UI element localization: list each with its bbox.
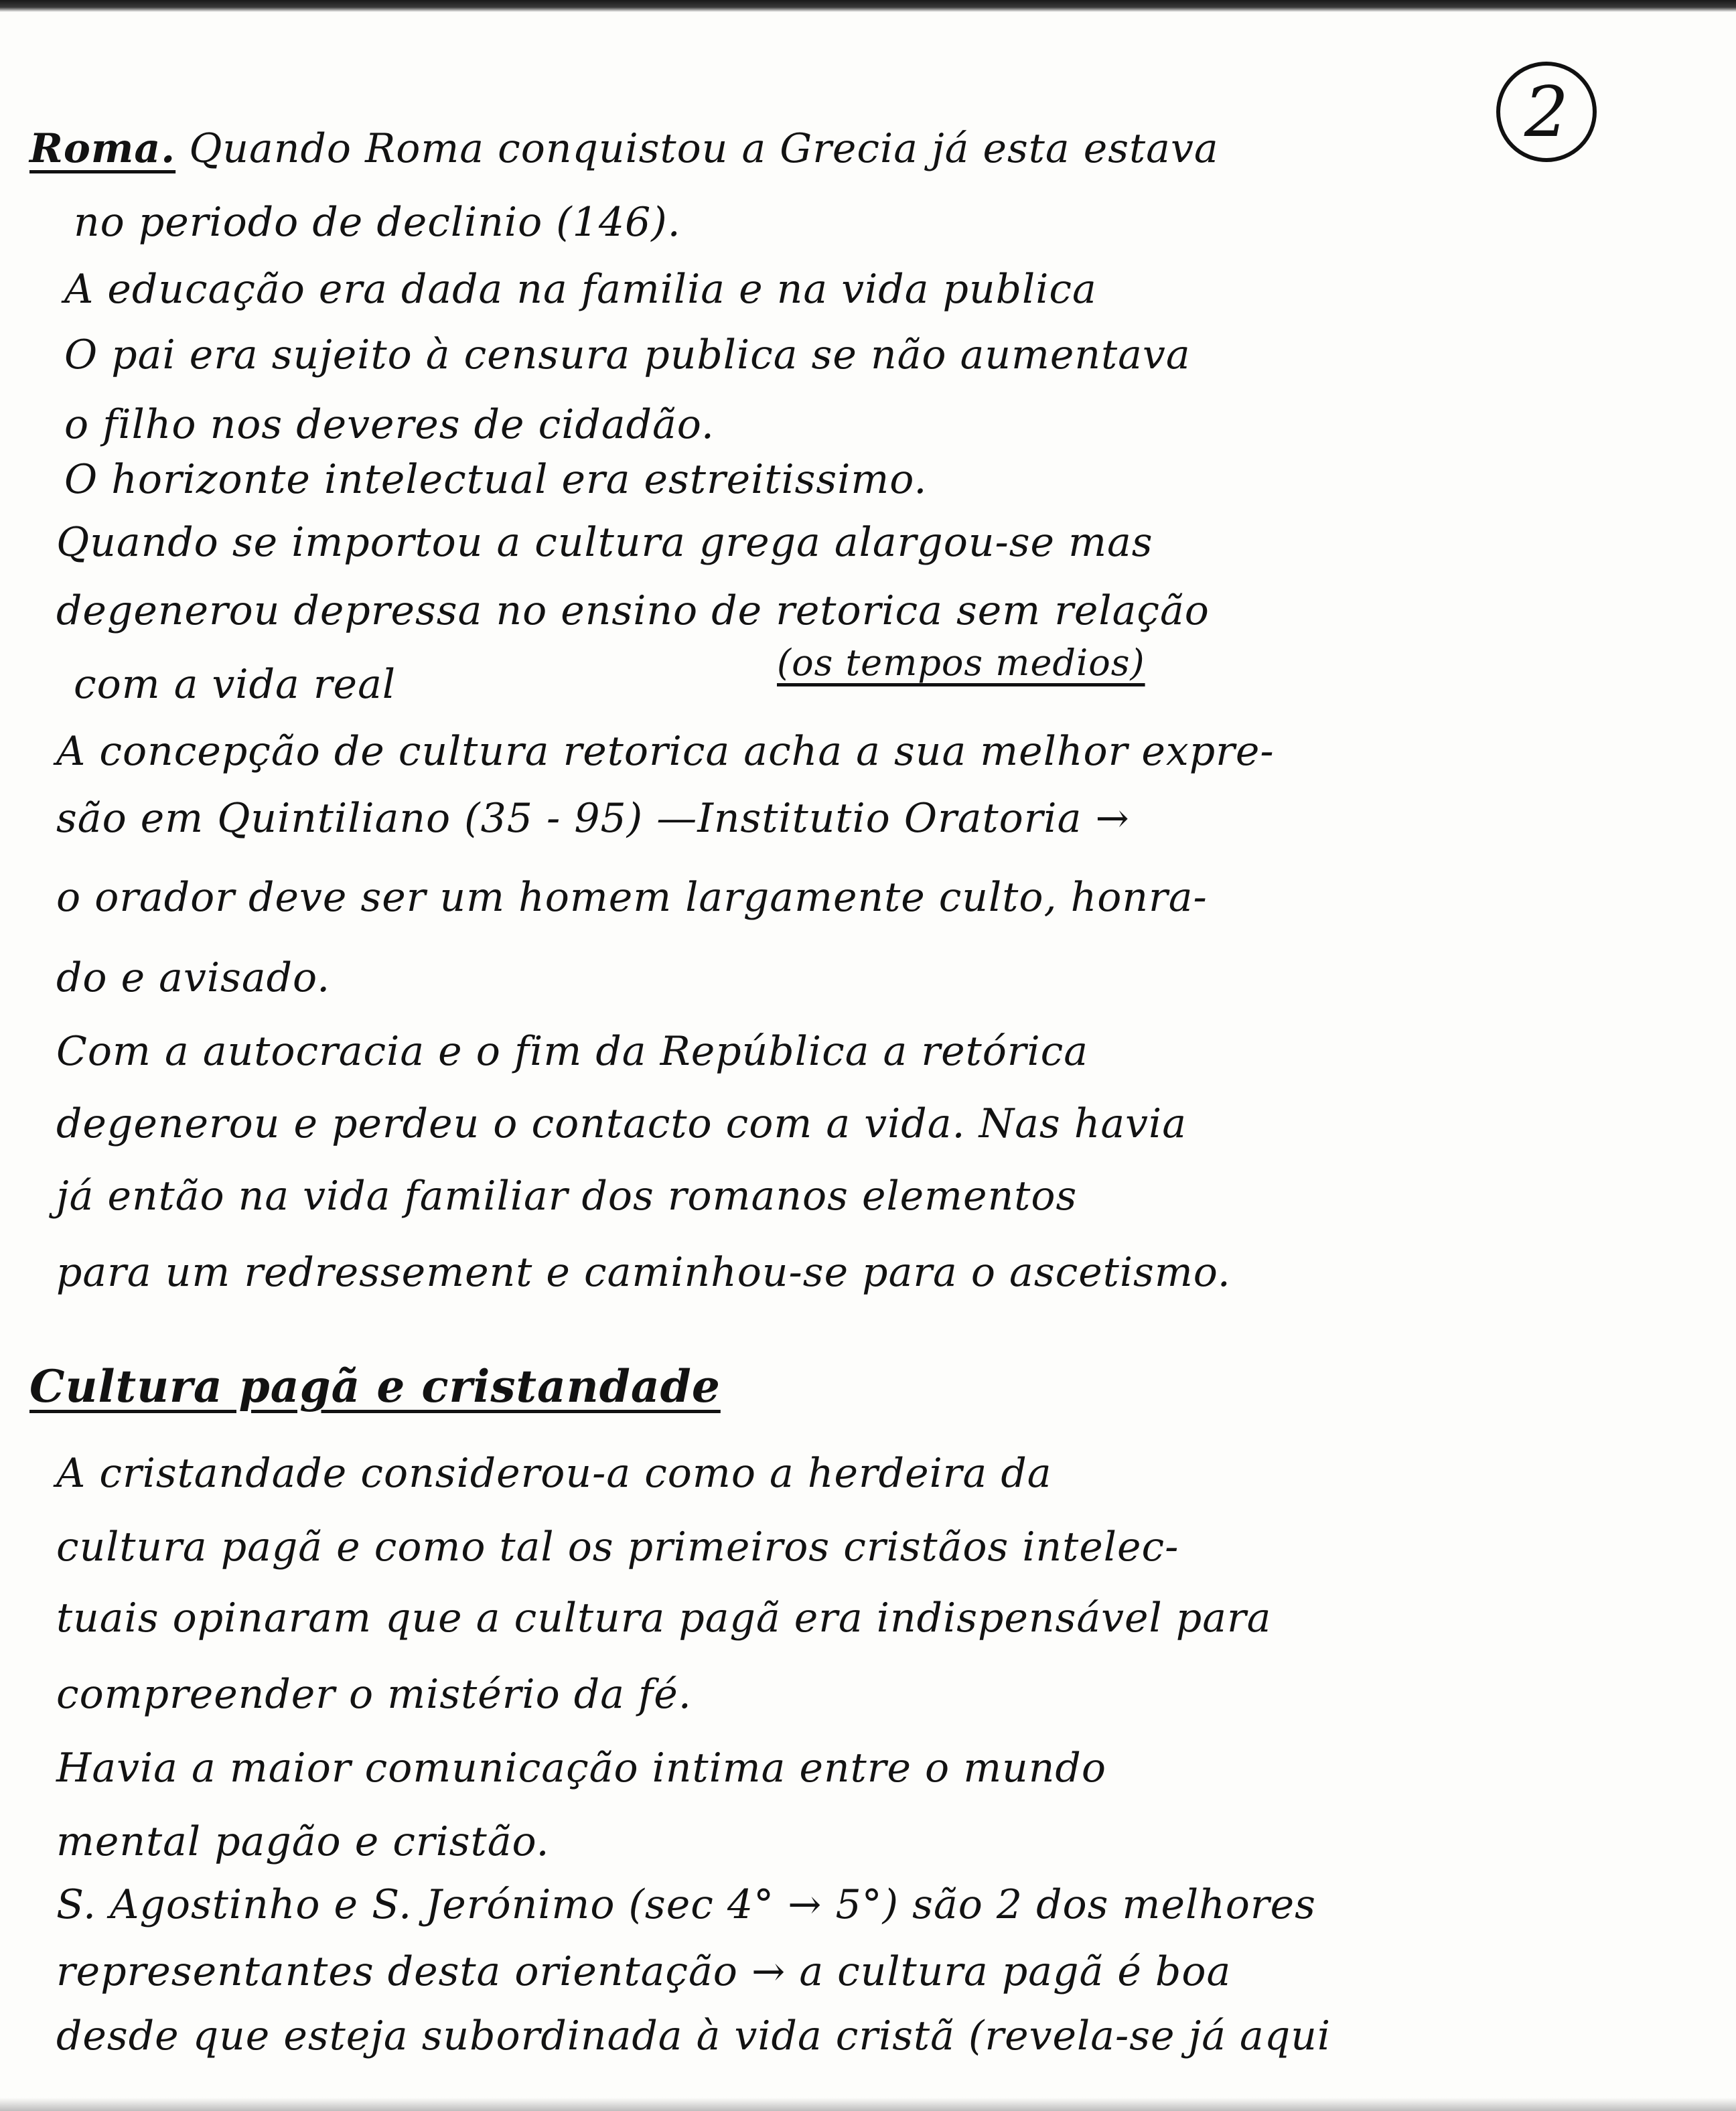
manuscript-line: tuais opinaram que a cultura pagã era indispensável para [56,1595,1272,1642]
manuscript-line: do e avisado. [56,954,331,1001]
manuscript-line [29,122,1219,175]
manuscript-line: são em Quintiliano (35 - 95) —Institutio Oratoria → [56,795,1130,842]
manuscript-line: S. Agostinho e S. Jerónimo (sec 4° → 5°) são 2 dos melhores [56,1881,1316,1928]
margin-annotation: (os tempos medios) [777,642,1145,684]
manuscript-line: já então na vida familiar dos romanos elementos [56,1173,1078,1220]
manuscript-line: compreender o mistério da fé. [56,1671,692,1718]
manuscript-line: cultura pagã e como tal os primeiros cristãos intelec- [56,1524,1179,1571]
manuscript-line: desde que esteja subordinada à vida cristã (revela-se já aqui [56,2013,1331,2059]
manuscript-line: A cristandade considerou-a como a herdeira da [56,1450,1052,1497]
scan-edge-top [0,0,1736,12]
section-heading: Roma. [29,125,176,172]
manuscript-line: O pai era sujeito à censura publica se não aumentava [64,332,1191,378]
manuscript-line: A concepção de cultura retorica acha a sua melhor expre- [56,728,1275,775]
manuscript-line [74,658,396,711]
manuscript-line: representantes desta orientação → a cultura pagã é boa [56,1948,1232,1995]
manuscript-line: Quando se importou a cultura grega alargou-se mas [56,519,1153,566]
page-number: 2 [1496,62,1597,162]
manuscript-line: A educação era dada na familia e na vida publica [64,266,1097,313]
manuscript-line: para um redressement e caminhou-se para o ascetismo. [56,1249,1231,1296]
manuscript-line: Havia a maior comunicação intima entre o mundo [56,1745,1106,1792]
manuscript-line: degenerou e perdeu o contacto com a vida. Nas havia [56,1100,1187,1147]
manuscript-line: o orador deve ser um homem largamente culto, honra- [56,874,1208,921]
manuscript-line: no periodo de declinio (146). [74,199,681,246]
line-text: com a vida real [74,661,396,708]
manuscript-line: mental pagão e cristão. [56,1818,550,1865]
manuscript-line: degenerou depressa no ensino de retorica sem relação [56,587,1210,634]
manuscript-line: Com a autocracia e o fim da República a retórica [56,1028,1089,1075]
manuscript-line: O horizonte intelectual era estreitissimo. [64,456,928,503]
section-heading: Cultura pagã e cristandade [29,1360,721,1412]
scan-edge-bottom [0,2098,1736,2111]
line-text: Quando Roma conquistou a Grecia já esta estava [189,125,1219,172]
manuscript-line: o filho nos deveres de cidadão. [64,401,715,448]
